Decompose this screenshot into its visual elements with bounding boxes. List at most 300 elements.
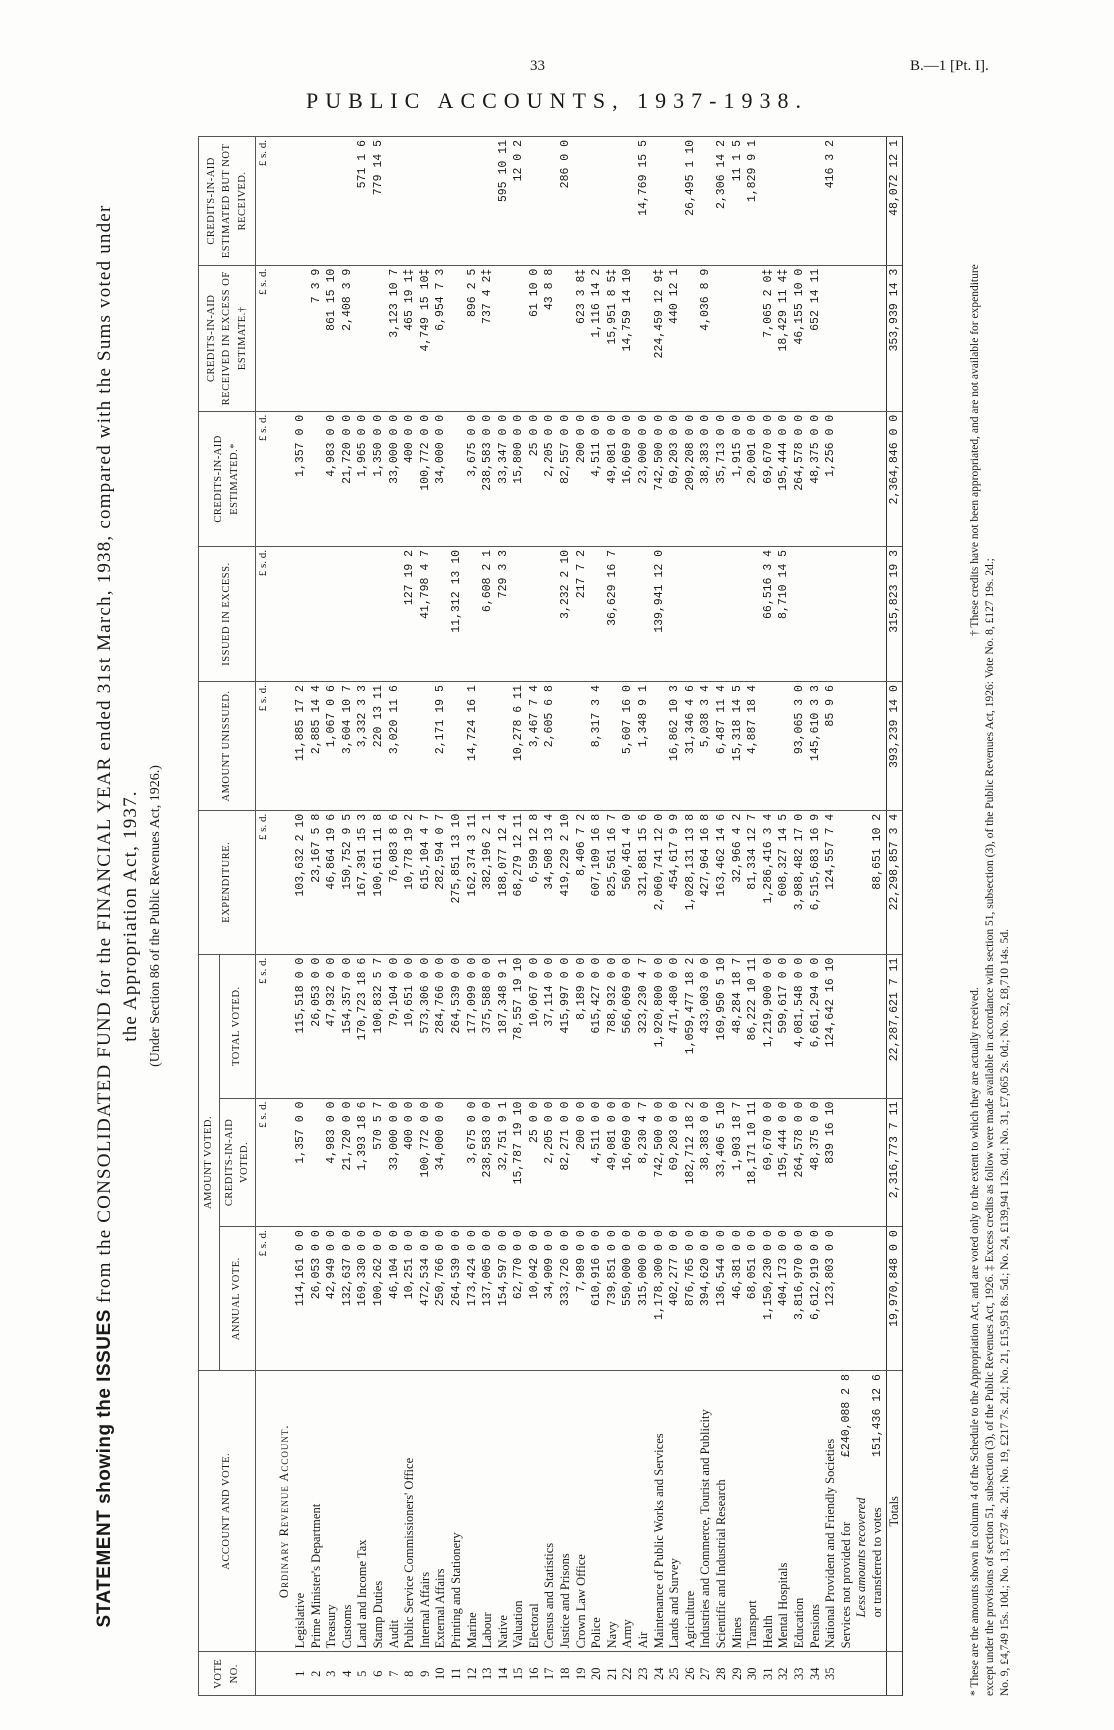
issued-in-excess: 11,312 13 10 (449, 546, 465, 681)
vote-name: Industries and Commerce, Tourist and Publicity (698, 1371, 714, 1652)
annual-vote: 250,766 0 0 (433, 1227, 449, 1371)
credits-not-received (527, 137, 543, 266)
expenditure: 6,599 12 8 (527, 810, 543, 954)
table-row (480, 137, 496, 1696)
vote-number: 12 (465, 1652, 481, 1696)
credits-voted: 18,171 10 11 (745, 1098, 761, 1227)
annual-vote: 34,909 0 0 (542, 1227, 558, 1371)
credits-not-received (776, 137, 792, 266)
credits-not-received (418, 137, 434, 266)
services-not-provided-amount: £240,088 2 8 (839, 1374, 853, 1457)
amount-unissued: 1,348 9 1 (636, 682, 652, 811)
vote-name: Lands and Survey (667, 1371, 683, 1652)
vote-name: Labour (480, 1371, 496, 1652)
issued-in-excess (387, 546, 403, 681)
credits-received-excess (293, 265, 309, 411)
issued-in-excess (714, 546, 730, 681)
expenditure: 46,864 19 6 (324, 810, 340, 954)
total-credits-not-received: 48,072 12 1 (886, 137, 903, 266)
annual-vote: 550,000 0 0 (620, 1227, 636, 1371)
credits-estimated: 33,000 0 0 (387, 411, 403, 546)
table-row (745, 137, 761, 1696)
credits-estimated: 48,375 0 0 (808, 411, 824, 546)
header-total-voted: TOTAL VOTED. (219, 954, 255, 1098)
credits-estimated: 238,583 0 0 (480, 411, 496, 546)
credits-not-received (542, 137, 558, 266)
credits-not-received (293, 137, 309, 266)
issued-in-excess (340, 546, 356, 681)
statement-title-line-1 (94, 136, 116, 1696)
credits-received-excess: 1,116 14 2 (589, 265, 605, 411)
table-row (558, 137, 574, 1696)
table-row (511, 137, 527, 1696)
vote-number: 7 (387, 1652, 403, 1696)
total-total-voted: 22,287,621 7 11 (886, 954, 903, 1098)
transferred-label (870, 1371, 886, 1652)
credits-voted: 32,751 9 1 (496, 1098, 512, 1227)
statement-title-rest: from the CONSOLIDATED FUND for the FINANCIAL YEAR ended 31st March, 1938, compared with the Sums voted under (94, 204, 115, 1304)
total-voted: 599,617 0 0 (776, 954, 792, 1098)
total-issued-in-excess: 315,823 19 3 (886, 546, 903, 681)
issued-in-excess (511, 546, 527, 681)
annual-vote: 402,277 0 0 (667, 1227, 683, 1371)
less-recovered-label (854, 1371, 870, 1652)
table-row (808, 137, 824, 1696)
expenditure: 162,374 3 11 (465, 810, 481, 954)
vote-name: Internal Affairs (418, 1371, 434, 1652)
credits-received-excess: 2,408 3 9 (340, 265, 356, 411)
credits-voted: 100,772 0 0 (418, 1098, 434, 1227)
credits-voted: 742,500 0 0 (652, 1098, 668, 1227)
issued-in-excess (745, 546, 761, 681)
vote-name: Marine (465, 1371, 481, 1652)
amount-unissued (449, 682, 465, 811)
total-voted: 170,723 18 6 (355, 954, 371, 1098)
total-voted: 37,114 0 0 (542, 954, 558, 1098)
total-voted: 375,588 0 0 (480, 954, 496, 1098)
credits-received-excess (636, 265, 652, 411)
table-row (293, 137, 309, 1696)
amount-unissued (418, 682, 434, 811)
annual-vote: 114,161 0 0 (293, 1227, 309, 1371)
table-row (792, 137, 808, 1696)
expenditure: 275,851 13 10 (449, 810, 465, 954)
unit-label: £ s. d. (255, 546, 271, 681)
total-voted: 566,069 0 0 (620, 954, 636, 1098)
credits-voted: 33,406 5 10 (714, 1098, 730, 1227)
expenditure: 419,229 2 10 (558, 810, 574, 954)
vote-name: Prime Minister's Department (309, 1371, 325, 1652)
vote-number: 30 (745, 1652, 761, 1696)
vote-number: 16 (527, 1652, 543, 1696)
credits-estimated: 4,511 0 0 (589, 411, 605, 546)
issued-in-excess (465, 546, 481, 681)
vote-number: 33 (792, 1652, 808, 1696)
issued-in-excess: 139,941 12 0 (652, 546, 668, 681)
vote-number: 27 (698, 1652, 714, 1696)
header-annual-vote: ANNUAL VOTE. (219, 1227, 255, 1371)
total-expenditure: 22,298,857 3 4 (886, 810, 903, 954)
credits-voted: 195,444 0 0 (776, 1098, 792, 1227)
annual-vote: 333,726 0 0 (558, 1227, 574, 1371)
amount-unissued: 14,724 16 1 (465, 682, 481, 811)
expenditure: 32,966 4 2 (730, 810, 746, 954)
credits-estimated: 49,081 0 0 (605, 411, 621, 546)
table-row (667, 137, 683, 1696)
amount-unissued: 15,318 14 5 (730, 682, 746, 811)
transferred-to-votes-row (870, 137, 886, 1696)
total-voted: 124,642 16 10 (823, 954, 839, 1098)
credits-not-received (324, 137, 340, 266)
credits-estimated: 2,205 0 0 (542, 411, 558, 546)
table-row (730, 137, 746, 1696)
header-account-and-vote: ACCOUNT AND VOTE. (199, 1371, 256, 1652)
total-voted: 284,766 0 0 (433, 954, 449, 1098)
expenditure: 382,196 2 1 (480, 810, 496, 954)
credits-not-received (761, 137, 777, 266)
expenditure: 608,327 14 5 (776, 810, 792, 954)
table-row (574, 137, 590, 1696)
issued-in-excess (355, 546, 371, 681)
services-not-provided-label (839, 1371, 855, 1652)
vote-name: Census and Statistics (542, 1371, 558, 1652)
credits-received-excess: 896 2 5 (465, 265, 481, 411)
vote-number: 35 (823, 1652, 839, 1696)
table-row (371, 137, 387, 1696)
total-voted: 615,427 0 0 (589, 954, 605, 1098)
expenditure: 188,077 12 4 (496, 810, 512, 954)
credits-received-excess: 440 12 1 (667, 265, 683, 411)
credits-not-received (402, 137, 418, 266)
vote-name: National Provident and Friendly Societies (823, 1371, 839, 1652)
total-voted: 1,059,477 18 2 (683, 954, 699, 1098)
credits-received-excess (823, 265, 839, 411)
vote-number: 6 (371, 1652, 387, 1696)
credits-voted: 3,675 0 0 (465, 1098, 481, 1227)
total-voted: 6,661,294 0 0 (808, 954, 824, 1098)
expenditure: 76,083 8 6 (387, 810, 403, 954)
credits-received-excess: 623 3 8‡ (574, 265, 590, 411)
issued-in-excess: 66,516 3 4 (761, 546, 777, 681)
credits-received-excess: 861 15 10 (324, 265, 340, 411)
credits-estimated: 1,357 0 0 (293, 411, 309, 546)
credits-voted: 69,670 0 0 (761, 1098, 777, 1227)
credits-received-excess: 4,749 15 10‡ (418, 265, 434, 411)
expenditure: 124,557 7 4 (823, 810, 839, 954)
header-expenditure: EXPENDITURE. (199, 810, 256, 954)
issued-in-excess (667, 546, 683, 681)
statement-authority: (Under Section 86 of the Public Revenues Act, 1926.) (148, 765, 163, 1067)
amount-unissued: 2,171 19 5 (433, 682, 449, 811)
credits-voted: 2,205 0 0 (542, 1098, 558, 1227)
vote-number: 24 (652, 1652, 668, 1696)
vote-name: Police (589, 1371, 605, 1652)
table-row (324, 137, 340, 1696)
table-row (652, 137, 668, 1696)
expenditure: 1,286,416 3 4 (761, 810, 777, 954)
running-title: PUBLIC ACCOUNTS, 1937-1938. (306, 88, 808, 113)
credits-received-excess (730, 265, 746, 411)
credits-not-received: 2,306 14 2 (714, 137, 730, 266)
total-voted: 78,557 19 10 (511, 954, 527, 1098)
table-row (527, 137, 543, 1696)
issued-in-excess: 127 19 2 (402, 546, 418, 681)
credits-estimated: 264,578 0 0 (792, 411, 808, 546)
not-provided-expenditure: 88,651 10 2 (870, 810, 886, 954)
table-row (620, 137, 636, 1696)
expenditure: 454,617 9 9 (667, 810, 683, 954)
issued-in-excess: 729 3 3 (496, 546, 512, 681)
credits-estimated: 100,772 0 0 (418, 411, 434, 546)
table-row (449, 137, 465, 1696)
unit-label: £ s. d. (255, 137, 271, 266)
amount-unissued: 6,487 11 4 (714, 682, 730, 811)
table-row (402, 137, 418, 1696)
table-row (355, 137, 371, 1696)
credits-not-received (698, 137, 714, 266)
vote-name: Printing and Stationery (449, 1371, 465, 1652)
vote-name: Treasury (324, 1371, 340, 1652)
footnote-excess-credits: except under the provisions of section 51, subsection (3), of the Public Revenues Act, 1926. ‡ Excess credits as follow were made available in accordance with section 51, subsection (3), of the Public Revenues Act, 1926: Vote No. 8, £127 19s. 2d.; (984, 558, 996, 1696)
credits-estimated: 1,915 0 0 (730, 411, 746, 546)
annual-vote: 3,816,970 0 0 (792, 1227, 808, 1371)
vote-number: 14 (496, 1652, 512, 1696)
statement-title-block (88, 136, 206, 1696)
vote-number: 21 (605, 1652, 621, 1696)
total-unissued: 393,239 14 0 (886, 682, 903, 811)
vote-number: 1 (293, 1652, 309, 1696)
credits-voted: 1,903 18 7 (730, 1098, 746, 1227)
credits-received-excess: 43 8 8 (542, 265, 558, 411)
credits-voted (449, 1098, 465, 1227)
issued-in-excess (792, 546, 808, 681)
total-voted: 264,539 0 0 (449, 954, 465, 1098)
issued-in-excess: 36,629 16 7 (605, 546, 621, 681)
unit-label: £ s. d. (255, 1227, 271, 1371)
issued-in-excess: 217 7 2 (574, 546, 590, 681)
total-voted: 154,357 0 0 (340, 954, 356, 1098)
issued-in-excess (636, 546, 652, 681)
annual-vote: 137,005 0 0 (480, 1227, 496, 1371)
header-credits-estimated: CREDITS-IN-AID ESTIMATED.* (199, 411, 256, 546)
issued-in-excess (808, 546, 824, 681)
credits-received-excess: 652 14 11 (808, 265, 824, 411)
credits-not-received: 14,769 15 5 (636, 137, 652, 266)
annual-vote: 472,534 0 0 (418, 1227, 434, 1371)
total-voted: 86,222 10 11 (745, 954, 761, 1098)
amount-unissued: 2,885 14 4 (309, 682, 325, 811)
unit-label: £ s. d. (255, 954, 271, 1098)
amount-unissued (605, 682, 621, 811)
section-heading-row (271, 137, 293, 1696)
unit-label: £ s. d. (255, 810, 271, 954)
credits-not-received (620, 137, 636, 266)
total-voted: 471,480 0 0 (667, 954, 683, 1098)
credits-estimated: 15,800 0 0 (511, 411, 527, 546)
annual-vote: 1,150,230 0 0 (761, 1227, 777, 1371)
credits-voted: 1,393 18 6 (355, 1098, 371, 1227)
vote-name: Crown Law Office (574, 1371, 590, 1652)
vote-number: 10 (433, 1652, 449, 1696)
vote-name: Native (496, 1371, 512, 1652)
total-voted: 1,920,800 0 0 (652, 954, 668, 1098)
amount-unissued: 31,346 4 6 (683, 682, 699, 811)
amount-unissued: 85 9 6 (823, 682, 839, 811)
credits-received-excess: 7 3 9 (309, 265, 325, 411)
expenditure: 34,508 13 4 (542, 810, 558, 954)
credits-estimated: 34,000 0 0 (433, 411, 449, 546)
credits-not-received: 286 0 0 (558, 137, 574, 266)
credits-not-received: 595 10 11 (496, 137, 512, 266)
expenditure: 150,752 9 5 (340, 810, 356, 954)
vote-number: 34 (808, 1652, 824, 1696)
amount-unissued: 16,862 10 3 (667, 682, 683, 811)
issued-in-excess (433, 546, 449, 681)
credits-received-excess: 4,036 8 9 (698, 265, 714, 411)
amount-unissued (574, 682, 590, 811)
totals-row (886, 137, 903, 1696)
credits-received-excess (714, 265, 730, 411)
credits-not-received (387, 137, 403, 266)
header-vote-no: VOTE NO. (199, 1652, 256, 1696)
annual-vote: 62,770 0 0 (511, 1227, 527, 1371)
footnote-excess-credits-continued: No. 9, £4,749 15s. 10d.; No. 13, £737 4s. 2d.; No. 19, £217 7s. 2d.; No. 21, £15,951 8s. 5d.; No. 24, £139,941 12s. 0d.; No. 31, £7,065 2s. 0d.; No. 32, £8,710 14s. 5d. (999, 928, 1011, 1696)
expenditure: 2,060,741 12 0 (652, 810, 668, 954)
credits-not-received (449, 137, 465, 266)
amount-unissued: 3,604 10 7 (340, 682, 356, 811)
annual-vote: 10,042 0 0 (527, 1227, 543, 1371)
expenditure: 167,391 15 3 (355, 810, 371, 954)
annual-vote: 169,330 0 0 (355, 1227, 371, 1371)
vote-name: Mines (730, 1371, 746, 1652)
less-recovered-amount: 151,436 12 6 (870, 1374, 884, 1457)
unit-label: £ s. d. (255, 682, 271, 811)
total-voted: 788,932 0 0 (605, 954, 621, 1098)
issued-in-excess (309, 546, 325, 681)
expenditure: 615,104 4 7 (418, 810, 434, 954)
total-voted: 48,284 18 7 (730, 954, 746, 1098)
annual-vote: 173,424 0 0 (465, 1227, 481, 1371)
vote-name: Scientific and Industrial Research (714, 1371, 730, 1652)
credits-not-received: 12 0 2 (511, 137, 527, 266)
header-amount-unissued: AMOUNT UNISSUED. (199, 682, 256, 811)
vote-name: Legislative (293, 1371, 309, 1652)
credits-voted: 8,230 4 7 (636, 1098, 652, 1227)
annual-vote: 10,251 0 0 (402, 1227, 418, 1371)
vote-name: Audit (387, 1371, 403, 1652)
statement-title-line-2: the Appropriation Act, 1937. (120, 790, 141, 1042)
vote-number: 31 (761, 1652, 777, 1696)
credits-received-excess (355, 265, 371, 411)
annual-vote: 315,000 0 0 (636, 1227, 652, 1371)
credits-not-received (808, 137, 824, 266)
credits-received-excess: 18,429 11 4‡ (776, 265, 792, 411)
credits-estimated: 82,557 0 0 (558, 411, 574, 546)
issued-in-excess (527, 546, 543, 681)
vote-number: 23 (636, 1652, 652, 1696)
credits-not-received (574, 137, 590, 266)
credits-not-received: 1,829 9 1 (745, 137, 761, 266)
unit-label: £ s. d. (255, 265, 271, 411)
credits-voted (309, 1098, 325, 1227)
expenditure: 321,881 15 6 (636, 810, 652, 954)
annual-vote: 132,637 0 0 (340, 1227, 356, 1371)
total-voted: 10,651 0 0 (402, 954, 418, 1098)
expenditure: 8,406 7 2 (574, 810, 590, 954)
credits-estimated: 69,203 0 0 (667, 411, 683, 546)
credits-received-excess (511, 265, 527, 411)
credits-received-excess: 6,954 7 3 (433, 265, 449, 411)
total-voted: 323,230 4 7 (636, 954, 652, 1098)
credits-voted: 82,271 0 0 (558, 1098, 574, 1227)
expenditure: 100,611 11 8 (371, 810, 387, 954)
credits-estimated: 1,350 0 0 (371, 411, 387, 546)
annual-vote: 68,051 0 0 (745, 1227, 761, 1371)
credits-estimated: 25 0 0 (527, 411, 543, 546)
vote-number: 4 (340, 1652, 356, 1696)
credits-voted: 49,081 0 0 (605, 1098, 621, 1227)
expenditure: 81,334 12 7 (745, 810, 761, 954)
vote-name: Mental Hospitals (776, 1371, 792, 1652)
total-voted: 1,219,900 0 0 (761, 954, 777, 1098)
credits-not-received: 571 1 6 (355, 137, 371, 266)
credits-voted: 4,983 0 0 (324, 1098, 340, 1227)
annual-vote: 610,916 0 0 (589, 1227, 605, 1371)
credits-voted: 34,000 0 0 (433, 1098, 449, 1227)
vote-number: 32 (776, 1652, 792, 1696)
header-credits-voted: CREDITS-IN-AID VOTED. (219, 1098, 255, 1227)
vote-number: 3 (324, 1652, 340, 1696)
credits-estimated: 38,383 0 0 (698, 411, 714, 546)
currency-unit-row (255, 137, 271, 1696)
credits-estimated: 1,256 0 0 (823, 411, 839, 546)
vote-name: Stamp Duties (371, 1371, 387, 1652)
credits-voted: 570 5 7 (371, 1098, 387, 1227)
vote-number: 15 (511, 1652, 527, 1696)
expenditure: 68,279 12 11 (511, 810, 527, 954)
vote-name: Education (792, 1371, 808, 1652)
total-voted: 47,932 0 0 (324, 954, 340, 1098)
annual-vote: 136,544 0 0 (714, 1227, 730, 1371)
total-voted: 26,053 0 0 (309, 954, 325, 1098)
header-credits-not-received: CREDITS-IN-AID ESTIMATED BUT NOT RECEIVED. (199, 137, 256, 266)
total-voted: 115,518 0 0 (293, 954, 309, 1098)
total-voted: 79,104 0 0 (387, 954, 403, 1098)
amount-unissued (558, 682, 574, 811)
amount-unissued: 4,887 18 4 (745, 682, 761, 811)
amount-unissued: 145,610 3 3 (808, 682, 824, 811)
table-row (309, 137, 325, 1696)
amount-unissued: 3,332 3 3 (355, 682, 371, 811)
page-number: 33 (530, 58, 545, 74)
vote-number: 22 (620, 1652, 636, 1696)
amount-unissued: 3,467 7 4 (527, 682, 543, 811)
credits-not-received (605, 137, 621, 266)
header-issued-in-excess: ISSUED IN EXCESS. (199, 546, 256, 681)
credits-received-excess (745, 265, 761, 411)
annual-vote: 123,803 0 0 (823, 1227, 839, 1371)
expenditure: 23,167 5 8 (309, 810, 325, 954)
amount-unissued (761, 682, 777, 811)
total-voted: 100,832 5 7 (371, 954, 387, 1098)
total-voted: 187,348 9 1 (496, 954, 512, 1098)
credits-estimated: 33,347 0 0 (496, 411, 512, 546)
vote-name: Navy (605, 1371, 621, 1652)
issued-in-excess (730, 546, 746, 681)
less-recovered-text: Less amounts recovered (854, 1497, 869, 1618)
vote-name: Customs (340, 1371, 356, 1652)
expenditure: 427,964 16 8 (698, 810, 714, 954)
